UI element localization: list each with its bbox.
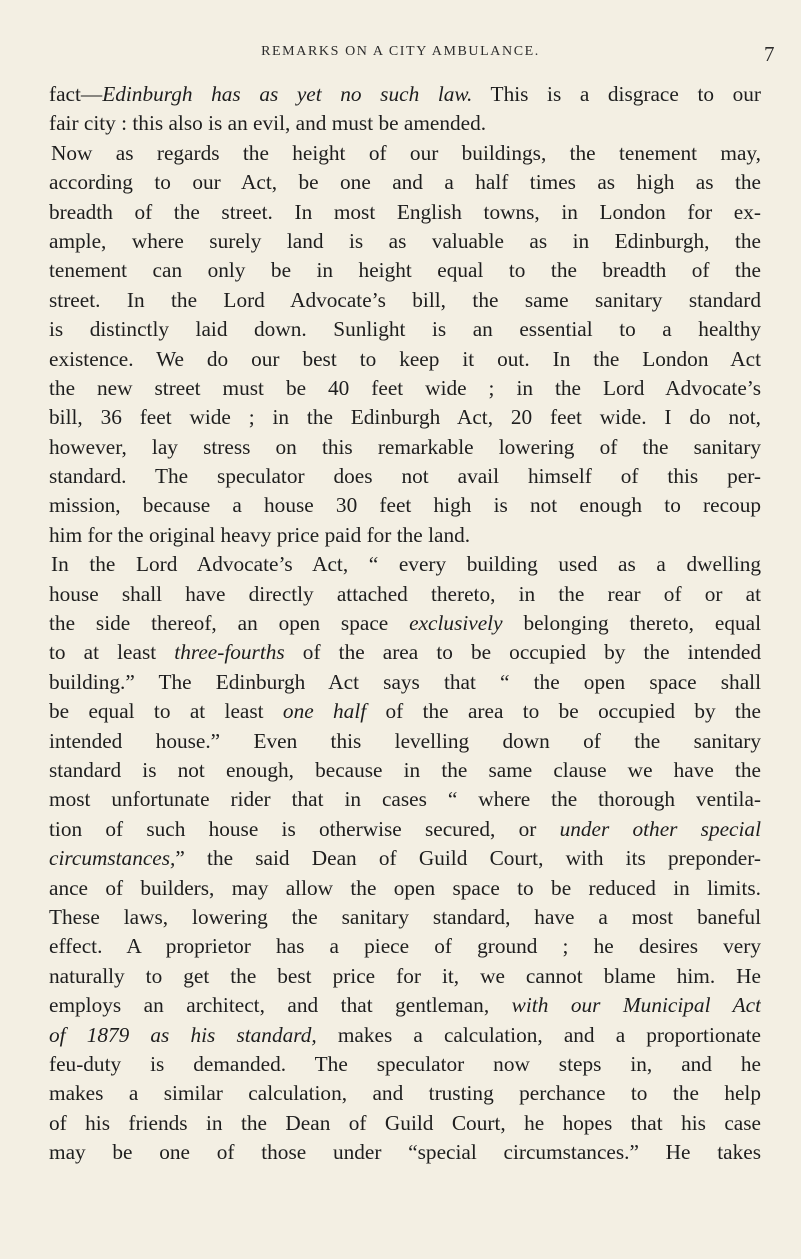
text-run: according to our Act, be one and a half times as high as the <box>49 170 761 195</box>
text-run: naturally to get the best price for it, we cannot blame him. He <box>49 963 761 988</box>
text-run: him for the original heavy price paid for the land. <box>49 522 471 547</box>
text-line <box>49 286 761 315</box>
text-line <box>49 227 761 256</box>
text-run: makes a similar calculation, and trusting perchance to the help <box>49 1081 761 1106</box>
text-run: ample, where surely land is as valuable as in Edinburgh, the <box>49 228 761 253</box>
text-line <box>49 580 761 609</box>
text-run: is distinctly laid down. Sunlight is an essential to a healthy <box>49 317 761 342</box>
text-run: ” the said Dean of Guild Court, with its preponder- <box>175 846 761 871</box>
text-run: fact— <box>49 82 103 106</box>
running-head: REMARKS ON A CITY AMBULANCE. <box>261 44 540 59</box>
text-line <box>49 1138 761 1167</box>
text-line <box>49 874 761 903</box>
italic-text: circumstances, <box>49 846 176 871</box>
text-run: to at least <box>49 640 175 665</box>
text-run: of his friends in the Dean of Guild Court, he hopes that his case <box>49 1110 761 1135</box>
text-line <box>49 903 761 932</box>
text-run: makes a calculation, and a proportionate <box>316 1022 761 1047</box>
italic-text: one half <box>282 699 367 724</box>
text-run: employs an architect, and that gentleman, <box>49 993 512 1018</box>
body-text <box>49 80 761 1167</box>
text-line <box>49 638 761 667</box>
text-run: existence. We do our best to keep it out. In the London Act <box>49 346 761 371</box>
text-run: building.” The Edinburgh Act says that “ the open space shall <box>49 669 761 694</box>
text-run: standard. The speculator does not avail himself of this per- <box>49 464 761 489</box>
text-line <box>49 962 761 991</box>
text-line <box>49 198 761 227</box>
italic-text: under other special <box>559 816 761 841</box>
text-line <box>49 345 761 374</box>
text-run: Now as regards the height of our buildings, the tenement may, <box>51 140 761 165</box>
text-run: standard is not enough, because in the same clause we have the <box>49 757 761 782</box>
text-line <box>49 168 761 197</box>
italic-text: Edinburgh has as yet no such law. <box>102 82 473 106</box>
text-line <box>49 785 761 814</box>
text-line <box>49 550 761 579</box>
text-run: house shall have directly attached thereto, in the rear of or at <box>49 581 761 606</box>
text-run: tion of such house is otherwise secured, or <box>49 816 560 841</box>
text-line <box>49 727 761 756</box>
italic-text: exclusively <box>409 611 503 636</box>
text-line <box>49 315 761 344</box>
text-run: bill, 36 feet wide ; in the Edinburgh Act, 20 feet wide. I do not, <box>49 405 761 430</box>
text-run: This is a disgrace to our <box>472 82 761 106</box>
text-run: most unfortunate rider that in cases “ where the thorough ventila- <box>49 787 761 812</box>
text-line <box>49 932 761 961</box>
text-line <box>49 256 761 285</box>
text-line <box>49 109 761 138</box>
text-line <box>49 815 761 844</box>
text-run: may be one of those under “special circumstances.” He takes <box>49 1140 761 1165</box>
text-run: In the Lord Advocate’s Act, “ every building used as a dwelling <box>51 552 761 577</box>
italic-text: with our Municipal Act <box>511 993 761 1018</box>
text-run: feu-duty is demanded. The speculator now steps in, and he <box>49 1051 761 1076</box>
text-line <box>49 609 761 638</box>
text-line <box>49 844 761 873</box>
text-run: the side thereof, an open space <box>49 611 410 636</box>
text-line <box>49 521 761 550</box>
text-run: mission, because a house 30 feet high is not enough to recoup <box>49 493 761 518</box>
text-run: however, lay stress on this remarkable lowering of the sanitary <box>49 434 761 459</box>
text-run: street. In the Lord Advocate’s bill, the same sanitary standard <box>49 287 761 312</box>
text-line <box>49 433 761 462</box>
text-line <box>49 668 761 697</box>
italic-text: of 1879 as his standard, <box>49 1022 317 1047</box>
italic-text: three-fourths <box>174 640 285 665</box>
text-run: of the area to be occupied by the intended <box>284 640 761 665</box>
text-line <box>49 697 761 726</box>
text-line <box>49 80 761 109</box>
text-run: breadth of the street. In most English towns, in London for ex- <box>49 199 761 224</box>
text-run: ance of builders, may allow the open space to be reduced in limits. <box>49 875 761 900</box>
text-line <box>49 403 761 432</box>
text-run: the new street must be 40 feet wide ; in the Lord Advocate’s <box>49 375 761 400</box>
text-line <box>49 462 761 491</box>
text-run: tenement can only be in height equal to the breadth of the <box>49 258 761 283</box>
text-run: be equal to at least <box>49 699 283 724</box>
text-line <box>49 756 761 785</box>
text-run: fair city : this also is an evil, and must be amended. <box>49 111 487 136</box>
text-line <box>49 991 761 1020</box>
text-run: These laws, lowering the sanitary standard, have a most baneful <box>49 904 761 929</box>
text-run: of the area to be occupied by the <box>366 699 761 724</box>
text-line <box>49 1050 761 1079</box>
text-line <box>49 139 761 168</box>
text-run: intended house.” Even this levelling down of the sanitary <box>49 728 761 753</box>
text-line <box>49 1079 761 1108</box>
page-number: 7 <box>764 42 775 66</box>
text-run: belonging thereto, equal <box>502 611 761 636</box>
text-line <box>49 1021 761 1050</box>
text-line <box>49 1109 761 1138</box>
text-line <box>49 374 761 403</box>
text-run: effect. A proprietor has a piece of ground ; he desires very <box>49 934 761 959</box>
text-line <box>49 491 761 520</box>
